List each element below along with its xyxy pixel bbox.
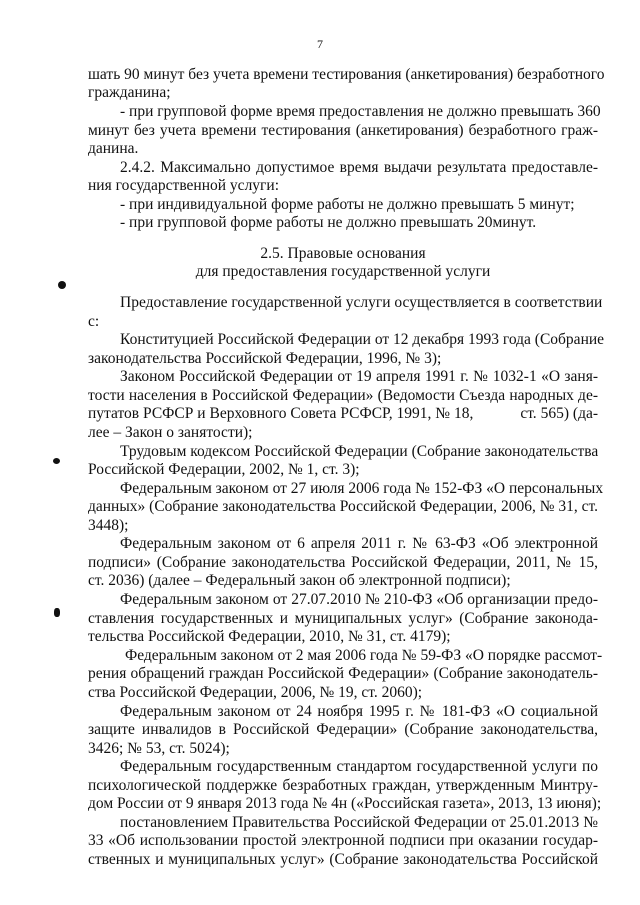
text-line: Федеральным законом от 27 июля 2006 года № 152-ФЗ «О персональных xyxy=(120,480,604,497)
text-line: защите инвалидов в Российской Федерации» (Собрание законодательства, xyxy=(88,721,598,738)
scan-mark xyxy=(53,458,60,464)
text-line: тости населения в Российской Федерации» (Ведомости Съезда народных де- xyxy=(88,387,598,404)
text-line: - при групповой форме время предоставления не должно превышать 360 xyxy=(120,103,601,120)
text-line: Федеральным законом от 27.07.2010 № 210-ФЗ «Об организации предо- xyxy=(120,591,598,608)
text-line: Федеральным законом от 24 ноября 1995 г. № 181-ФЗ «О социальной xyxy=(120,703,598,720)
text-line: ственных и муниципальных услуг» (Собрание законодательства Российской xyxy=(88,851,598,868)
text-line: 3426; № 53, ст. 5024); xyxy=(88,740,230,757)
text-line: Федеральным государственным стандартом государственной услуги по xyxy=(120,758,598,775)
text-line: шать 90 минут без учета времени тестирования (анкетирования) безработного xyxy=(88,66,605,83)
text-line: тельства Российской Федерации, 2010, № 31, ст. 4179); xyxy=(88,628,451,645)
scan-mark xyxy=(54,608,60,617)
section-heading: для предоставления государственной услуги xyxy=(195,263,491,280)
text-line: Российской Федерации, 2002, № 1, ст. 3); xyxy=(88,461,360,478)
text-line: законодательства Российской Федерации, 1996, № 3); xyxy=(88,350,442,367)
text-line: 3448); xyxy=(88,517,129,534)
text-line: ства Российской Федерации, 2006, № 19, ст. 2060); xyxy=(88,684,423,701)
section-heading: 2.5. Правовые основания xyxy=(260,245,426,262)
text-line: ния государственной услуги: xyxy=(88,177,280,194)
text-line: дом России от 9 января 2013 года № 4н («Российская газета», 2013, 13 июня); xyxy=(88,795,602,812)
text-line: Федеральным законом от 6 апреля 2011 г. № 63-ФЗ «Об электронной xyxy=(120,535,598,552)
text-line: с: xyxy=(88,313,100,330)
text-line: путатов РСФСР и Верховного Совета РСФСР, 1991, № 18, ст. 565) (да- xyxy=(88,405,598,422)
page-number: 7 xyxy=(317,37,323,51)
text-line: психологической поддержке безработных граждан, утвержденным Минтру- xyxy=(88,777,598,794)
text-line: постановлением Правительства Российской Федерации от 25.01.2013 № xyxy=(120,814,598,831)
text-line: - при индивидуальной форме работы не должно превышать 5 минут; xyxy=(120,196,575,213)
scan-mark xyxy=(58,281,66,289)
text-line: минут без учета времени тестирования (анкетирования) безработного граж- xyxy=(88,122,598,139)
text-line: данина. xyxy=(88,140,139,157)
text-line: Законом Российской Федерации от 19 апреля 1991 г. № 1032-1 «О заня- xyxy=(120,368,598,385)
text-line: 33 «Об использовании простой электронной подписи при оказании государ- xyxy=(88,832,598,849)
text-line: рения обращений граждан Российской Федерации» (Собрание законодатель- xyxy=(88,665,598,682)
text-line: ставления государственных и муниципальных услуг» (Собрание законода- xyxy=(88,610,598,627)
text-line: Федеральным законом от 2 мая 2006 года № 59-ФЗ «О порядке рассмот- xyxy=(125,647,603,664)
text-line: Конституцией Российской Федерации от 12 декабря 1993 года (Собрание xyxy=(120,331,605,348)
text-line: подписи» (Собрание законодательства Российской Федерации, 2011, № 15, xyxy=(88,554,598,571)
text-line: гражданина; xyxy=(88,84,171,101)
text-line: 2.4.2. Максимально допустимое время выдачи результата предоставле- xyxy=(120,159,598,176)
text-line: - при групповой форме работы не должно превышать 20минут. xyxy=(120,214,537,231)
text-line: лее – Закон о занятости); xyxy=(88,424,253,441)
text-line: ст. 2036) (далее – Федеральный закон об электронной подписи); xyxy=(88,572,511,589)
text-line: Трудовым кодексом Российской Федерации (Собрание законодательства xyxy=(120,443,599,460)
text-line: данных» (Собрание законодательства Российской Федерации, 2006, № 31, ст. xyxy=(88,498,598,515)
text-line: Предоставление государственной услуги осуществляется в соответствии xyxy=(120,294,603,311)
